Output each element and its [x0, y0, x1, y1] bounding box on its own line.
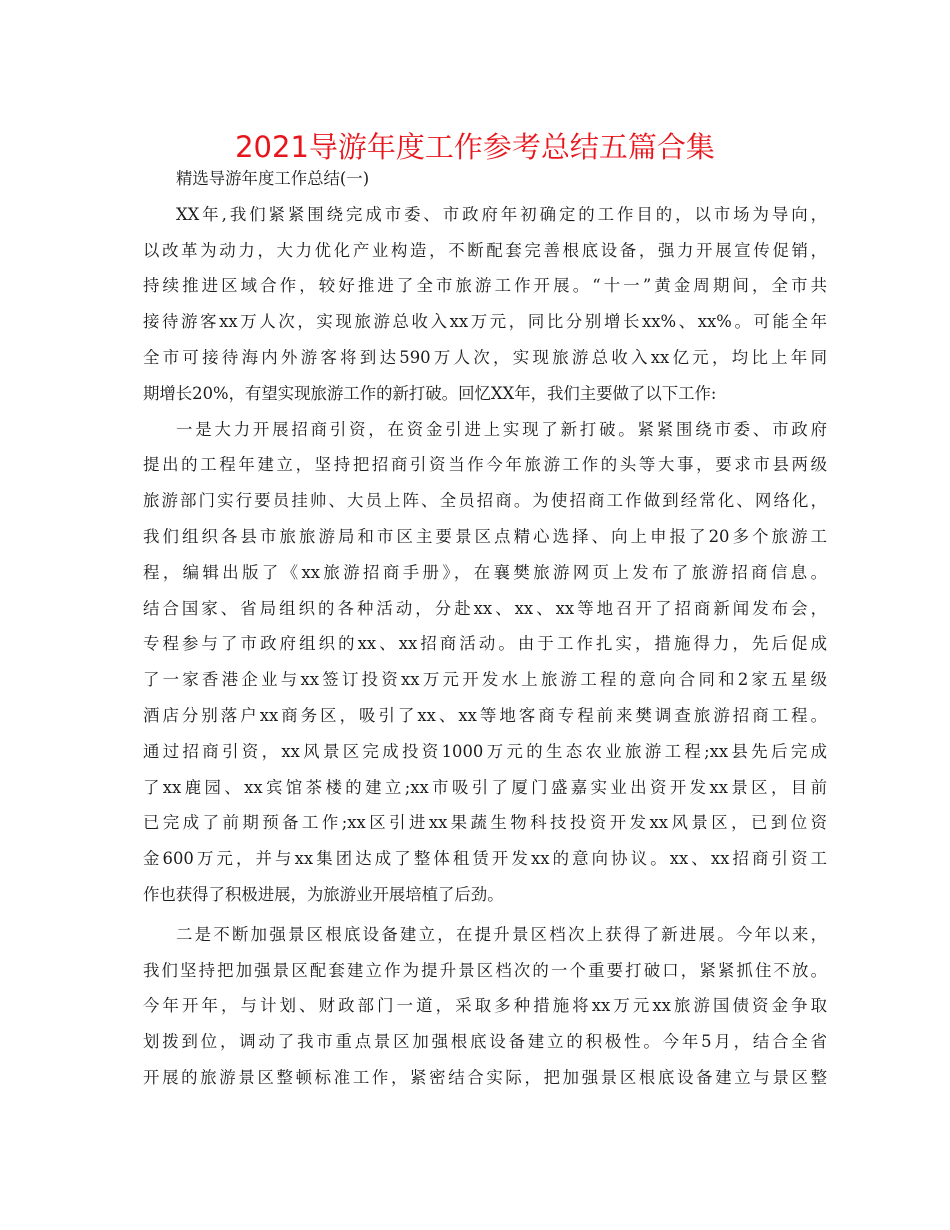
- text-line: 我们坚持把加强景区配套建立作为提升景区档次的一个重要打破口，紧紧抓住不放。: [143, 960, 827, 980]
- text-line: 提出的工程年建立，坚持把招商引资当作今年旅游工作的头等大事，要求市县两级: [143, 455, 827, 475]
- text-line: 持续推进区域合作，较好推进了全市旅游工作开展。“十一”黄金周期间，全市共: [143, 276, 827, 296]
- paragraph: [143, 412, 827, 913]
- text-line: 通过招商引资，xx风景区完成投资1000万元的生态农业旅游工程;xx县先后完成: [143, 741, 827, 761]
- text-line: 开展的旅游景区整顿标准工作，紧密结合实际，把加强景区根底设备建立与景区整: [143, 1067, 827, 1087]
- text-line: 作也获得了积极进展，为旅游业开展培植了后劲。: [143, 884, 504, 904]
- text-line: 旅游部门实行要员挂帅、大员上阵、全员招商。为使招商工作做到经常化、网络化，: [143, 491, 827, 511]
- text-line: 我们组织各县市旅旅游局和市区主要景区点精心选择、向上申报了20多个旅游工: [143, 526, 827, 546]
- text-line: 一是大力开展招商引资，在资金引进上实现了新打破。紧紧围绕市委、市政府: [176, 419, 827, 439]
- paragraph: [143, 917, 827, 1096]
- text-line: 期增长20%，有望实现旅游工作的新打破。回忆XX年，我们主要做了以下工作:: [143, 383, 717, 403]
- text-line: 专程参与了市政府组织的xx、xx招商活动。由于工作扎实，措施得力，先后促成: [143, 634, 827, 654]
- text-line: 二是不断加强景区根底设备建立，在提升景区档次上获得了新进展。今年以来，: [176, 924, 827, 944]
- text-line: 程，编辑出版了《xx旅游招商手册》，在襄樊旅游网页上发布了旅游招商信息。: [143, 562, 827, 582]
- text-line: 以改革为动力，大力优化产业构造，不断配套完善根底设备，强力开展宣传促销，: [143, 240, 827, 260]
- document-body: [143, 161, 827, 1096]
- text-line: 精选导游年度工作总结(一): [176, 169, 370, 188]
- document-title: 2021导游年度工作参考总结五篇合集: [235, 130, 715, 164]
- text-line: 全市可接待海内外游客将到达590万人次，实现旅游总收入xx亿元，均比上年同: [143, 347, 827, 367]
- text-line: 划拨到位，调动了我市重点景区加强根底设备建立的积极性。今年5月，结合全省: [143, 1032, 827, 1052]
- paragraph: [143, 197, 827, 412]
- text-line: 了xx鹿园、xx宾馆茶楼的建立;xx市吸引了厦门盛嘉实业出资开发xx景区，目前: [143, 777, 827, 797]
- text-line: 已完成了前期预备工作;xx区引进xx果蔬生物科技投资开发xx风景区，已到位资: [143, 813, 827, 833]
- text-line: 接待游客xx万人次，实现旅游总收入xx万元，同比分别增长xx%、xx%。可能全年: [143, 312, 827, 332]
- section-heading: [143, 161, 827, 197]
- text-line: 金600万元，并与xx集团达成了整体租赁开发xx的意向协议。xx、xx招商引资工: [143, 849, 827, 869]
- text-line: 结合国家、省局组织的各种活动，分赴xx、xx、xx等地召开了招商新闻发布会，: [143, 598, 827, 618]
- text-line: 酒店分别落户xx商务区，吸引了xx、xx等地客商专程前来樊调查旅游招商工程。: [143, 705, 827, 725]
- text-line: XX年,我们紧紧围绕完成市委、市政府年初确定的工作目的，以市场为导向，: [176, 204, 827, 224]
- text-line: 今年开年，与计划、财政部门一道，采取多种措施将xx万元xx旅游国债资金争取: [143, 996, 827, 1016]
- text-line: 了一家香港企业与xx签订投资xx万元开发水上旅游工程的意向合同和2家五星级: [143, 670, 827, 690]
